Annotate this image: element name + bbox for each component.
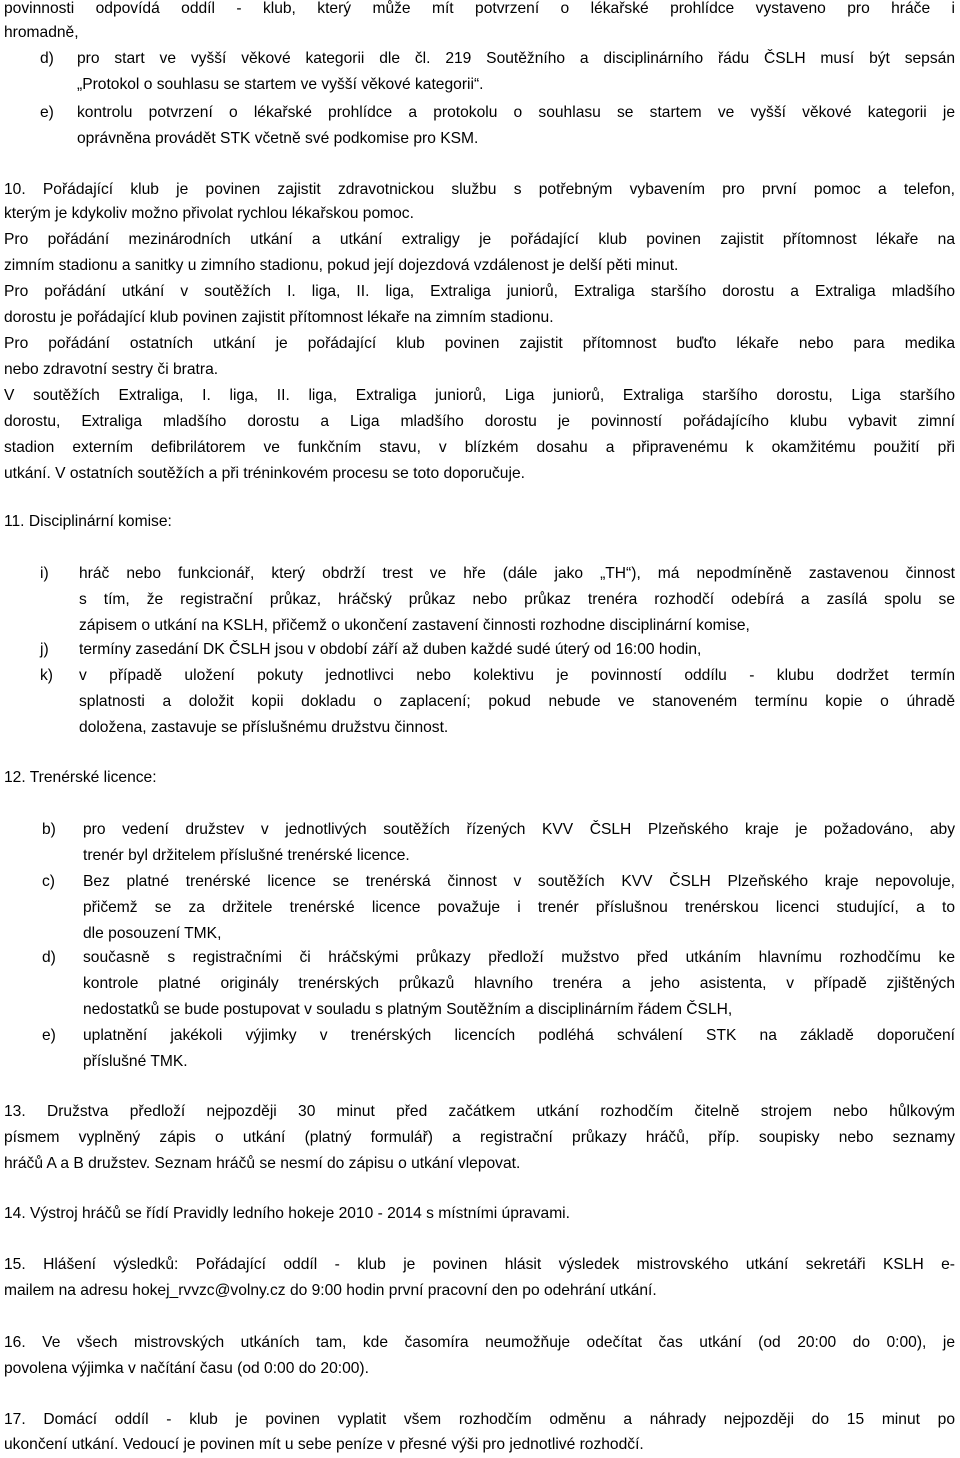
- list-text: Bez platné trenérské licence se trenérská činnost v soutěžích KVV ČSLH Plzeňského kraje nepovoluje,: [83, 873, 955, 890]
- list-text: hráč nebo funkcionář, který obdrží trest ve hře (dále jako „TH“), má nepodmíněně zastavenou činnost: [79, 565, 955, 582]
- list-item-d: [4, 945, 955, 971]
- section-10-line: Pro pořádání mezinárodních utkání a utkání extraligy je pořádající klub povinen zajistit přítomnost lékaře na: [4, 231, 955, 248]
- list-text: uplatnění jakékoli výjimky v trenérských licencích podléhá schválení STK na základě doporučení: [83, 1027, 955, 1044]
- list-text: doložena, zastavuje se příslušnému družstvu činnost.: [79, 719, 449, 736]
- list-text: přičemž se za držitele trenérské licence považuje i trenér příslušnou trenérskou licenci studující, a to: [83, 899, 955, 916]
- list-item-b-cont: [4, 843, 955, 869]
- section-13-line: hráčů A a B družstev. Seznam hráčů se nesmí do zápisu o utkání vlepovat.: [4, 1155, 521, 1172]
- list-item-i-cont: [4, 613, 955, 639]
- section-11-heading: 11. Disciplinární komise:: [4, 513, 172, 530]
- list-item-j: [4, 637, 955, 663]
- list-item-e-cont: [4, 126, 955, 152]
- list-label: k): [40, 667, 53, 684]
- section-10-line: Pro pořádání utkání v soutěžích I. liga, II. liga, Extraliga juniorů, Extraliga staršího dorostu a Extraliga mladšího: [4, 283, 955, 300]
- list-item-d-cont: [4, 72, 955, 98]
- section-10-line: utkání. V ostatních soutěžích a při tréninkovém procesu se toto doporučuje.: [4, 465, 525, 482]
- text-line: povinnosti odpovídá oddíl - klub, který může mít potvrzení o lékařské prohlídce vystaveno pro hráče i: [4, 0, 955, 17]
- list-item-e: [4, 100, 955, 126]
- list-item-i: [4, 561, 955, 587]
- text-line: hromadně,: [4, 24, 79, 41]
- list-text: kontrole platné originály trenérských průkazů hlavního trenéra a jeho asistenta, v případě zjištěných: [83, 975, 955, 992]
- list-label: e): [42, 1027, 56, 1044]
- section-10-line: zimním stadionu a sanitky u zimního stadionu, pokud její dojezdová vzdálenost je delší pěti minut.: [4, 257, 679, 274]
- list-text: nedostatků se bude postupovat v souladu s platným Soutěžním a disciplinárním řádem ČSLH,: [83, 1001, 733, 1018]
- section-10-line: stadion externím defibrilátorem ve funkčním stavu, v blízkém dosahu a připravenému k okamžitému použití při: [4, 439, 955, 456]
- list-text: v případě uložení pokuty jednotlivci nebo kolektivu je povinností oddílu - klubu dodržet termín: [79, 667, 955, 684]
- list-item-c-cont: [4, 895, 955, 921]
- section-17-line: ukončení utkání. Vedoucí je povinen mít u sebe peníze v přesné výši pro jednotlivé rozhodčí.: [4, 1436, 644, 1453]
- list-item-k-cont: [4, 689, 955, 715]
- list-text: „Protokol o souhlasu se startem ve vyšší věkové kategorii“.: [77, 76, 484, 93]
- list-label: j): [40, 641, 49, 658]
- list-item-k-cont: [4, 715, 955, 741]
- list-item-d-cont: [4, 997, 955, 1023]
- list-item-b: [4, 817, 955, 843]
- section-10-line: 10. Pořádající klub je povinen zajistit zdravotnickou službu s potřebným vybavením pro první pomoc a telefon,: [4, 181, 955, 198]
- list-text: pro vedení družstev v jednotlivých soutěžích řízených KVV ČSLH Plzeňského kraje je požadováno, aby: [83, 821, 955, 838]
- list-label: c): [42, 873, 55, 890]
- section-10-line: dorostu je pořádající klub povinen zajistit přítomnost lékaře na zimním stadionu.: [4, 309, 554, 326]
- list-text: s tím, že registrační průkaz, hráčský průkaz nebo průkaz trenéra rozhodčí odebírá a zasílá spolu se: [79, 591, 955, 608]
- list-text: pro start ve vyšší věkové kategorii dle čl. 219 Soutěžního a disciplinárního řádu ČSLH musí být sepsán: [77, 50, 955, 67]
- list-text: termíny zasedání DK ČSLH jsou v období září až duben každé sudé úterý od 16:00 hodin,: [79, 641, 702, 658]
- list-item-c-cont: [4, 921, 955, 947]
- list-item-d-cont: [4, 971, 955, 997]
- section-15-line: mailem na adresu hokej_rvvzc@volny.cz do 9:00 hodin první pracovní den po odehrání utkání.: [4, 1282, 657, 1299]
- list-item-e-cont: [4, 1049, 955, 1075]
- section-13-line: písmem vyplněný zápis o utkání (platný formulář) a registrační průkazy hráčů, příp. soupisky nebo seznamy: [4, 1129, 955, 1146]
- section-15-line: 15. Hlášení výsledků: Pořádající oddíl - klub je povinen hlásit výsledek mistrovského utkání sekretáři KSLH e-: [4, 1256, 955, 1273]
- section-17-line: 17. Domácí oddíl - klub je povinen vyplatit všem rozhodčím odměnu a náhrady nejpozději do 15 minut po: [4, 1411, 955, 1428]
- list-label: e): [40, 104, 54, 121]
- section-14-line: 14. Výstroj hráčů se řídí Pravidly ledního hokeje 2010 - 2014 s místními úpravami.: [4, 1205, 570, 1222]
- list-label: i): [40, 565, 49, 582]
- list-text: příslušné TMK.: [83, 1053, 188, 1070]
- list-item-k: [4, 663, 955, 689]
- list-label: b): [42, 821, 56, 838]
- list-item-c: [4, 869, 955, 895]
- section-16-line: 16. Ve všech mistrovských utkáních tam, kde časomíra neumožňuje odečítat čas utkání (od 20:00 do 0:00), je: [4, 1334, 955, 1351]
- list-label: d): [40, 50, 54, 67]
- section-10-line: kterým je kdykoliv možno přivolat rychlou lékařskou pomoc.: [4, 205, 414, 222]
- list-text: současně s registračními či hráčskými průkazy předloží mužstvo před utkáním hlavnímu rozhodčímu ke: [83, 949, 955, 966]
- list-text: kontrolu potvrzení o lékařské prohlídce a protokolu o souhlasu se startem ve vyšší věkové kategorii je: [77, 104, 955, 121]
- list-item-d: [4, 46, 955, 72]
- section-10-line: Pro pořádání ostatních utkání je pořádající klub povinen zajistit přítomnost buďto lékaře nebo para medika: [4, 335, 955, 352]
- list-text: oprávněna provádět STK včetně své podkomise pro KSM.: [77, 130, 479, 147]
- section-10-line: dorostu, Extraliga mladšího dorostu a Liga mladšího dorostu je povinností pořádajícího klubu vybavit zimní: [4, 413, 955, 430]
- list-text: splatnosti a doložit kopii dokladu o zaplacení; pokud nebude ve stanoveném termínu kopie o úhradě: [79, 693, 955, 710]
- section-10-line: nebo zdravotní sestry či bratra.: [4, 361, 219, 378]
- list-text: zápisem o utkání na KSLH, přičemž o ukončení zastavení činnosti rozhodne disciplinární komise,: [79, 617, 750, 634]
- section-13-line: 13. Družstva předloží nejpozději 30 minut před začátkem utkání rozhodčím čitelně strojem nebo hůlkovým: [4, 1103, 955, 1120]
- list-item-i-cont: [4, 587, 955, 613]
- list-text: dle posouzení TMK,: [83, 925, 222, 942]
- section-16-line: povolena výjimka v načítání času (od 0:00 do 20:00).: [4, 1360, 369, 1377]
- list-item-e: [4, 1023, 955, 1049]
- list-text: trenér byl držitelem příslušné trenérské licence.: [83, 847, 410, 864]
- section-12-heading: 12. Trenérské licence:: [4, 769, 157, 786]
- list-label: d): [42, 949, 56, 966]
- section-10-line: V soutěžích Extraliga, I. liga, II. liga, Extraliga juniorů, Liga juniorů, Extraliga staršího dorostu, Liga staršího: [4, 387, 955, 404]
